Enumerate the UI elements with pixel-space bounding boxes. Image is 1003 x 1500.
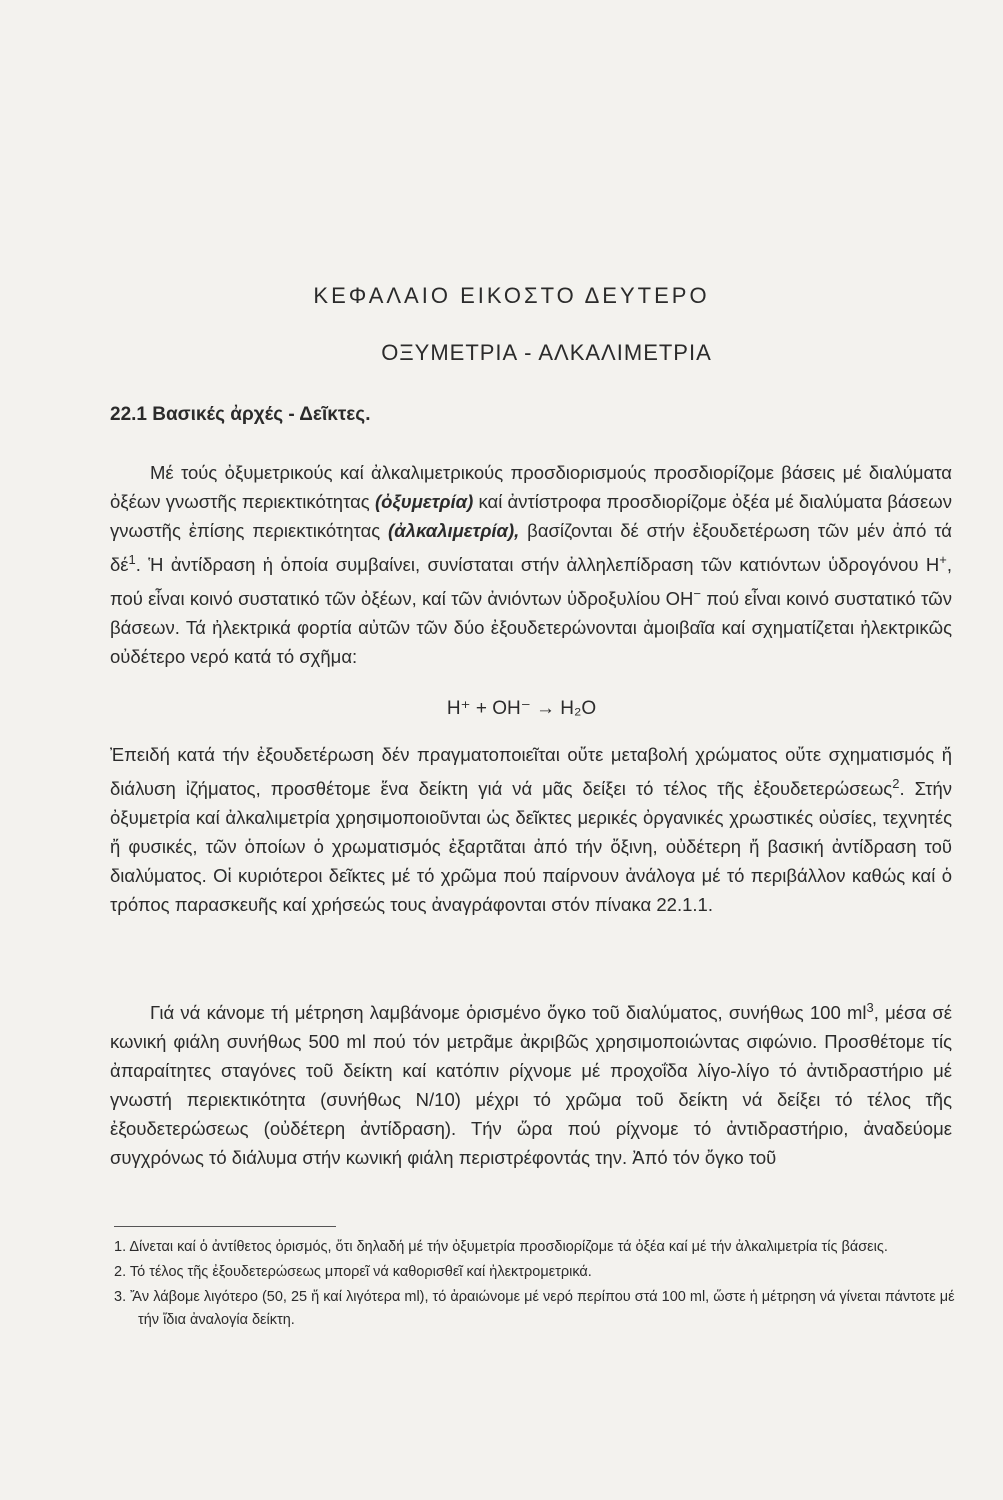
paragraph-3-text-a: Γιά νά κάνομε τή μέτρηση λαμβάνομε ὁρισμένο ὄγκο τοῦ διαλύματος, συνήθως 100 ml <box>150 1002 867 1024</box>
paragraph-1-text-e: , πού εἶναι κοινό συστατικό τῶν ὀξέων, καί τῶν ἀνιόντων ὑδροξυλίου OH <box>110 554 952 610</box>
footnote-3: 3. Ἄν λάβομε λιγότερο (50, 25 ἤ καί λιγότερα ml), τό ἀραιώνομε μέ νερό περίπου στά 100 ml, ὥστε ἡ μέτρηση νά γίνεται πάντοτε μέ τήν ἴδια ἀναλογία δείκτη. <box>114 1289 955 1328</box>
chapter-title: ΟΞΥΜΕΤΡΙΑ - ΑΛΚΑΛΙΜΕΤΡΙΑ <box>381 340 712 365</box>
term-alkalimetry: (ἀλκαλιμετρία), <box>388 520 520 541</box>
paragraph-2-text-b: . Στήν ὀξυμετρία καί ἀλκαλιμετρία χρησιμοποιοῦνται ὡς δεῖκτες μερικές ὀργανικές χρωστικές οὐσίες, τεχνητές ἤ φυσικές, τῶν ὁποίων ὁ χρωματισμός ἐξαρτᾶται ἀπό τήν ὄξινη, οὐδέτερη ἤ βασική ἀντίδραση τοῦ διαλύματος. Οἱ κυριότεροι δεῖκτες μέ τό χρῶμα πού παίρνουν ἀνάλογα μέ τό περιβάλλον καθώς καί ὁ τρόπος παρασκευῆς καί χρήσεώς τους ἀναγράφονται στόν πίνακα 22.1.1. <box>110 778 952 916</box>
paragraph-1-text-c: βασίζονται δέ στήν ἐξουδετέρωση τῶν μέν ἀπό τά δέ <box>110 520 952 576</box>
paragraph-2-text-a: Ἐπειδή κατά τήν ἐξουδετέρωση δέν πραγματοποιεῖται οὔτε μεταβολή χρώματος οὔτε σχηματισμός ἤ διάλυση ἰζήματος, προσθέτομε ἕνα δείκτη γιά νά μᾶς δείξει τό τέλος τῆς ἐξουδετερώσεως <box>110 744 952 800</box>
superscript-plus: + <box>939 552 947 567</box>
paragraph-1-text-d: . Ἡ ἀντίδραση ἡ ὁποία συμβαίνει, συνίσταται στήν ἀλληλεπίδραση τῶν κατιόντων ὑδρογόνου H <box>135 554 940 576</box>
reaction-formula: H⁺ + OH⁻ → H₂O <box>446 698 597 719</box>
paragraph-1-text-b: καί ἀντίστροφα προσδιορίζομε ὀξέα μέ διαλύματα βάσεων γνωστῆς ἐπίσης περιεκτικότητας <box>110 491 952 541</box>
paragraph-1 <box>110 458 952 671</box>
footnote-mark-3: 3 <box>866 1000 874 1015</box>
footnotes <box>114 1236 964 1334</box>
paragraph-3-text-b: , μέσα σέ κωνική φιάλη συνήθως 500 ml πού τόν μετρᾶμε ἀκριβῶς χρησιμοποιώντας σιφώνιο. Προσθέτομε τίς ἀπαραίτητες σταγόνες τοῦ δείκτη καί κατόπιν ρίχνομε μέ προχοΐδα λίγο-λίγο τό ἀντιδραστήριο μέ γνωστή περιεκτικότητα (συνήθως N/10) μέχρι τό χρῶμα τοῦ δείκτη νά δείξει τό τέλος τῆς ἐξουδετερώσεως (οὐδέτερη ἀντίδραση). Τήν ὥρα πού ρίχνομε τό ἀντιδραστήριο, ἀναδεύομε συγχρόνως τό διάλυμα στήν κωνική φιάλη περιστρέφοντάς την. Ἀπό τόν ὄγκο τοῦ <box>110 1002 952 1169</box>
footnote-divider <box>114 1226 336 1227</box>
chapter-heading: ΚΕΦΑΛΑΙΟ ΕΙΚΟΣΤΟ ΔΕΥΤΕΡΟ <box>313 283 710 308</box>
superscript-minus: − <box>693 586 701 602</box>
paragraph-3 <box>110 993 952 1172</box>
footnote-2: 2. Τό τέλος τῆς ἐξουδετερώσεως μπορεῖ νά καθορισθεῖ καί ἠλεκτρομετρικά. <box>114 1264 592 1280</box>
term-oxymetry: (ὀξυμετρία) <box>374 491 474 512</box>
footnote-mark-2: 2 <box>892 776 900 791</box>
paragraph-1-text-a: Μέ τούς ὀξυμετρικούς καί ἀλκαλιμετρικούς προσδιορισμούς προσδιορίζομε βάσεις μέ διαλύματα ὀξέων γνωστῆς περιεκτικότητας <box>110 462 952 512</box>
footnote-mark-1: 1 <box>128 552 136 567</box>
section-heading: 22.1 Βασικές ἀρχές - Δεῖκτες. <box>110 404 371 425</box>
paragraph-1-text-f: πού εἶναι κοινό συστατικό τῶν βάσεων. Τά ἠλεκτρικά φορτία αὐτῶν τῶν δύο ἐξουδετερώνονται ἀμοιβαῖα καί σχηματίζεται ἠλεκτρικῶς οὐδέτερο νερό κατά τό σχῆμα: <box>110 588 952 668</box>
paragraph-2 <box>110 740 952 919</box>
footnote-1: 1. Δίνεται καί ὁ ἀντίθετος ὁρισμός, ὅτι δηλαδή μέ τήν ὀξυμετρία προσδιορίζομε τά ὀξέα καί μέ τήν ἀλκαλιμετρία τίς βάσεις. <box>114 1239 888 1255</box>
